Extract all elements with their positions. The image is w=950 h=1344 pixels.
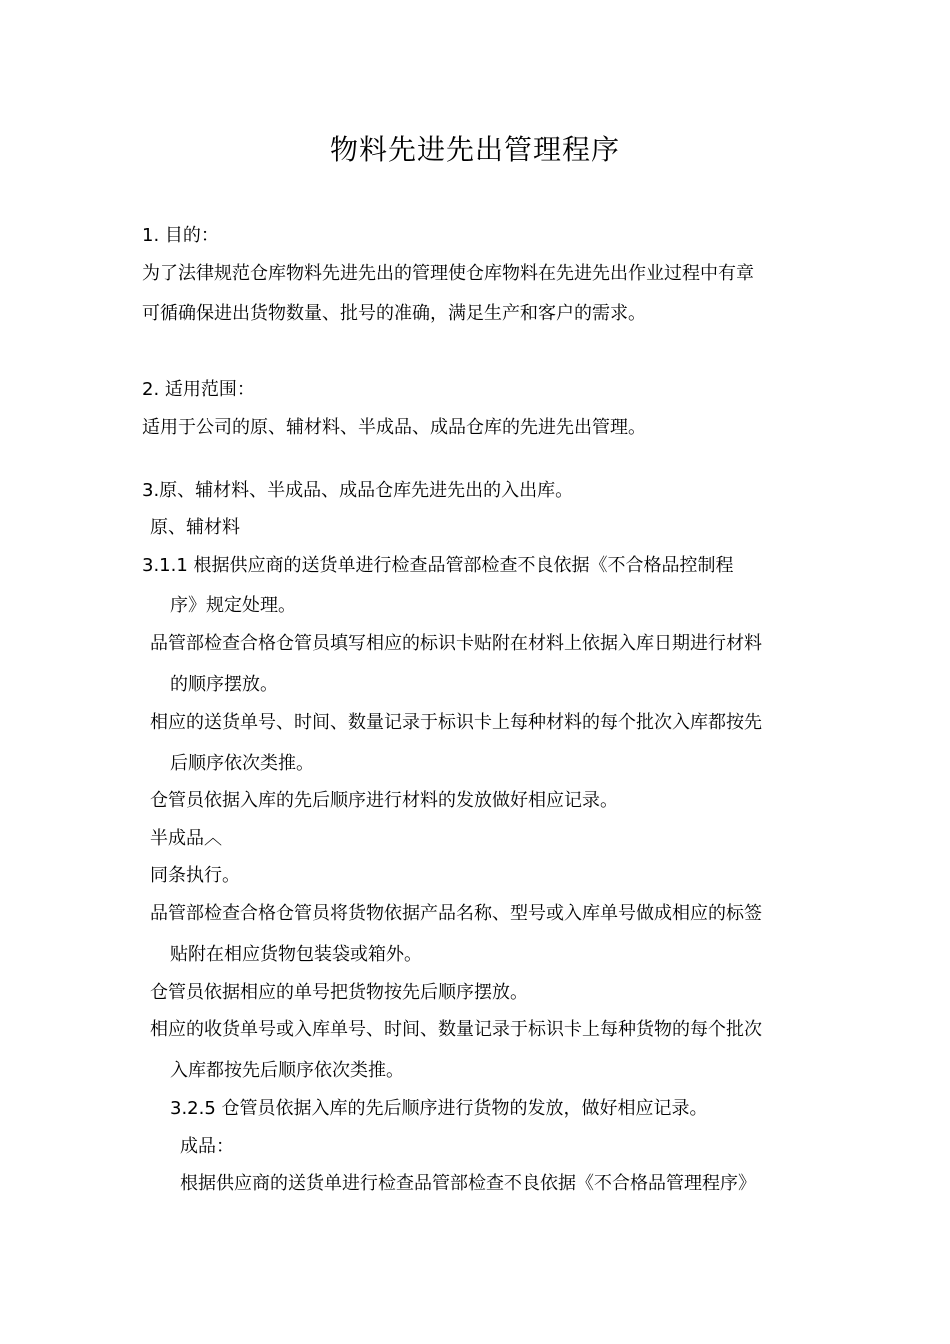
paragraph-line: 同条执行。 <box>150 865 240 886</box>
section-3-heading: 3.原、辅材料、半成品、成品仓库先进先出的入出库。 <box>142 480 574 501</box>
subsection-heading: 成品： <box>180 1136 234 1157</box>
paragraph-line: 贴附在相应货物包装袋或箱外。 <box>170 944 422 965</box>
paragraph-line: 品管部检查合格仓管员将货物依据产品名称、型号或入库单号做成相应的标签 <box>150 903 762 924</box>
subsection-heading: 半成品︿ <box>150 828 222 849</box>
paragraph-line: 入库都按先后顺序依次类推。 <box>170 1060 404 1081</box>
document-title: 物料先进先出管理程序 <box>329 133 620 166</box>
paragraph-line: 后顺序依次类推。 <box>170 753 314 774</box>
section-1-heading: 1. 目的： <box>142 225 219 246</box>
paragraph-line: 可循确保进出货物数量、批号的准确，满足生产和客户的需求。 <box>142 303 646 324</box>
paragraph-line: 3.2.5 仓管员依据入库的先后顺序进行货物的发放，做好相应记录。 <box>170 1098 708 1119</box>
subsection-heading: 原、辅材料 <box>150 517 240 538</box>
paragraph-line: 3.1.1 根据供应商的送货单进行检查品管部检查不良依据《不合格品控制程 <box>142 555 734 576</box>
paragraph-line: 品管部检查合格仓管员填写相应的标识卡贴附在材料上依据入库日期进行材料 <box>150 633 762 654</box>
paragraph-line: 仓管员依据入库的先后顺序进行材料的发放做好相应记录。 <box>150 790 618 811</box>
paragraph-line: 根据供应商的送货单进行检查品管部检查不良依据《不合格品管理程序》 <box>180 1173 756 1194</box>
paragraph-line: 相应的收货单号或入库单号、时间、数量记录于标识卡上每种货物的每个批次 <box>150 1019 762 1040</box>
section-2-heading: 2. 适用范围： <box>142 379 255 400</box>
paragraph-line: 适用于公司的原、辅材料、半成品、成品仓库的先进先出管理。 <box>142 417 646 438</box>
paragraph-line: 序》规定处理。 <box>170 595 296 616</box>
paragraph-line: 的顺序摆放。 <box>170 674 278 695</box>
paragraph-line: 为了法律规范仓库物料先进先出的管理使仓库物料在先进先出作业过程中有章 <box>142 263 754 284</box>
paragraph-line: 仓管员依据相应的单号把货物按先后顺序摆放。 <box>150 982 528 1003</box>
paragraph-line: 相应的送货单号、时间、数量记录于标识卡上每种材料的每个批次入库都按先 <box>150 712 762 733</box>
